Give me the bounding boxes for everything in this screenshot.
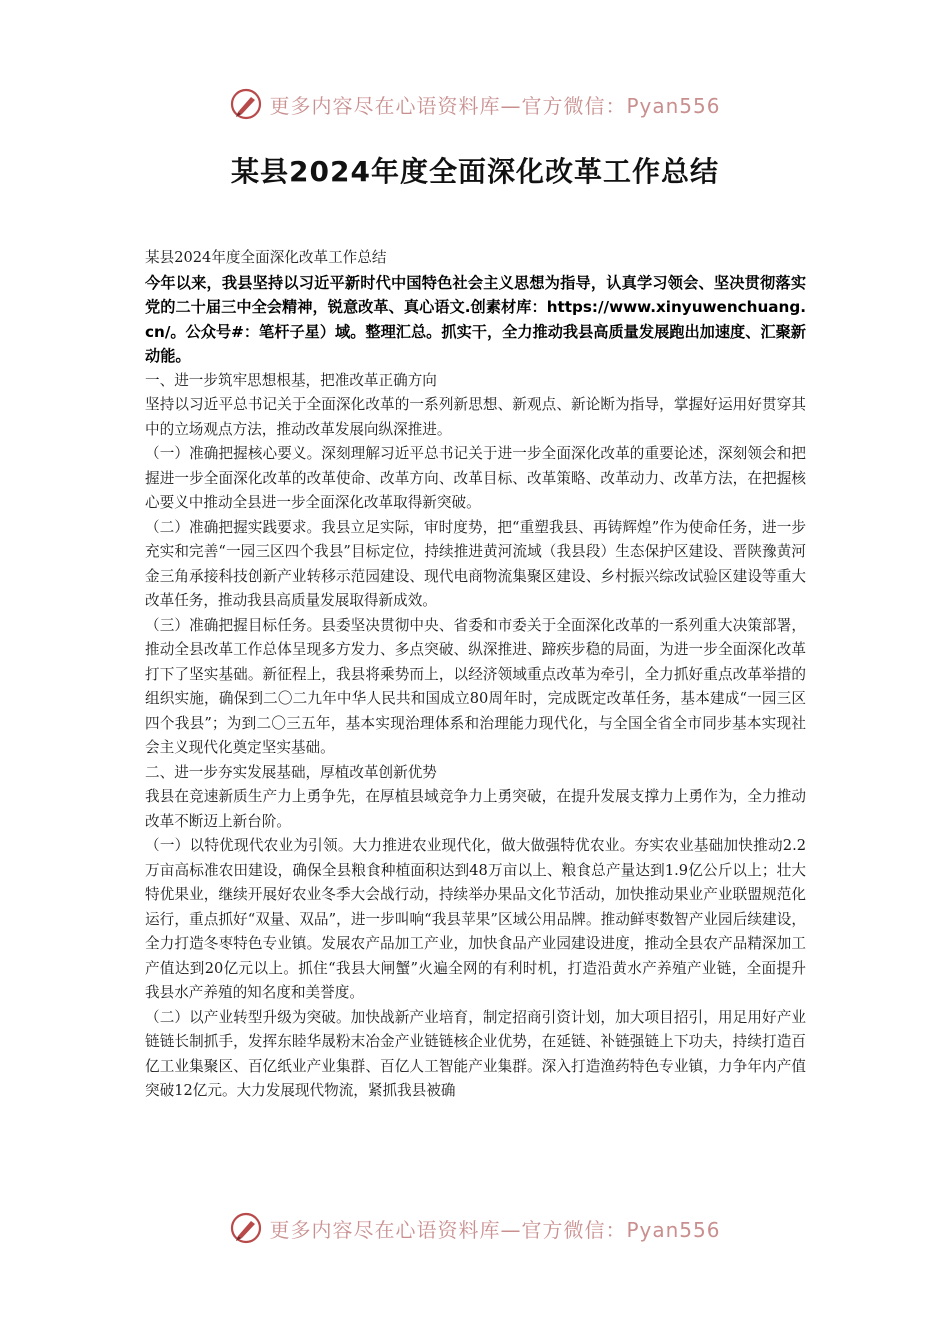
section-heading-2: 二、进一步夯实发展基础，厚植改革创新优势 <box>145 763 437 781</box>
header-watermark-banner <box>0 84 950 124</box>
footer-watermark-banner <box>0 1208 950 1248</box>
document-body <box>145 246 806 1104</box>
paragraph: （一）准确把握核心要义。深刻理解习近平总书记关于进一步全面深化改革的重要论述，深刻领会和把握进一步全面深化改革的改革使命、改革方向、改革目标、改革策略、改革动力、改革方法，在把握核心要义中推动全县进一步全面深化改革取得新突破。 <box>145 445 806 511</box>
paragraph: 坚持以习近平总书记关于全面深化改革的一系列新思想、新观点、新论断为指导，掌握好运用好贯穿其中的立场观点方法，推动改革发展向纵深推进。 <box>145 396 806 438</box>
paragraph: （一）以特优现代农业为引领。大力推进农业现代化，做大做强特优农业。夯实农业基础加快推动2.2万亩高标准农田建设，确保全县粮食种植面积达到48万亩以上、粮食总产量达到1.9亿公斤以上；壮大特优果业，继续开展好农业冬季大会战行动，持续举办果品文化节活动，加快推动果业产业联盟规范化运行，重点抓好“双量、双品”，进一步叫响“我县苹果”区域公用品牌。推动鲜枣数智产业园后续建设，全力打造冬枣特色专业镇。发展农产品加工产业，加快食品产业园建设进度，推动全县农产品精深加工产值达到20亿元以上。抓住“我县大闸蟹”火遍全网的有利时机，打造沿黄水产养殖产业链，全面提升我县水产养殖的知名度和美誉度。 <box>145 837 806 1001</box>
paragraph: （二）准确把握实践要求。我县立足实际，审时度势，把“重塑我县、再铸辉煌”作为使命任务，进一步充实和完善“一园三区四个我县”目标定位，持续推进黄河流域（我县段）生态保护区建设、晋陕豫黄河金三角承接科技创新产业转移示范园建设、现代电商物流集聚区建设、乡村振兴综改试验区建设等重大改革任务，推动我县高质量发展取得新成效。 <box>145 518 806 609</box>
paragraph: （三）准确把握目标任务。县委坚决贯彻中央、省委和市委关于全面深化改革的一系列重大决策部署，推动全县改革工作总体呈现多方发力、多点突破、纵深推进、蹄疾步稳的局面，为进一步全面深化改革打下了坚实基础。新征程上，我县将乘势而上，以经济领域重点改革为牵引，全力抓好重点改革举措的组织实施，确保到二〇二九年中华人民共和国成立80周年时，完成既定改革任务，基本建成“一园三区四个我县”；为到二〇三五年，基本实现治理体系和治理能力现代化，与全国全省全市同步基本实现社会主义现代化奠定坚实基础。 <box>145 616 806 756</box>
watermark-text: 更多内容尽在心语资料库—官方微信：Pyan556 <box>269 1217 721 1242</box>
pen-logo-icon <box>229 87 263 121</box>
paragraph: 我县在竞速新质生产力上勇争先，在厚植县域竞争力上勇突破，在提升发展支撑力上勇作为，全力推动改革不断迈上新台阶。 <box>145 788 806 830</box>
intro-paragraph: 今年以来，我县坚持以习近平新时代中国特色社会主义思想为指导，认真学习领会、坚决贯彻落实党的二十届三中全会精神，锐意改革、真心语文.创素材库：https://www.xinyuwenchuang.cn/。公众号#：笔杆子星）域。整理汇总。抓实干，全力推动我县高质量发展跑出加速度、汇聚新动能。 <box>145 273 806 365</box>
document-title: 某县2024年度全面深化改革工作总结 <box>231 155 719 188</box>
pen-logo-icon <box>229 1211 263 1245</box>
paragraph: （二）以产业转型升级为突破。加快战新产业培育，制定招商引资计划，加大项目招引，用足用好产业链链长制抓手，发挥东睦华晟粉末冶金产业链链核企业优势，在延链、补链强链上下功夫，持续打造百亿工业集聚区、百亿纸业产业集群、百亿人工智能产业集群。深入打造渔药特色专业镇，力争年内产值突破12亿元。大力发展现代物流，紧抓我县被确 <box>145 1008 806 1099</box>
watermark-text: 更多内容尽在心语资料库—官方微信：Pyan556 <box>269 93 721 118</box>
subtitle-line: 某县2024年度全面深化改革工作总结 <box>145 249 387 266</box>
section-heading-1: 一、进一步筑牢思想根基，把准改革正确方向 <box>145 371 437 389</box>
